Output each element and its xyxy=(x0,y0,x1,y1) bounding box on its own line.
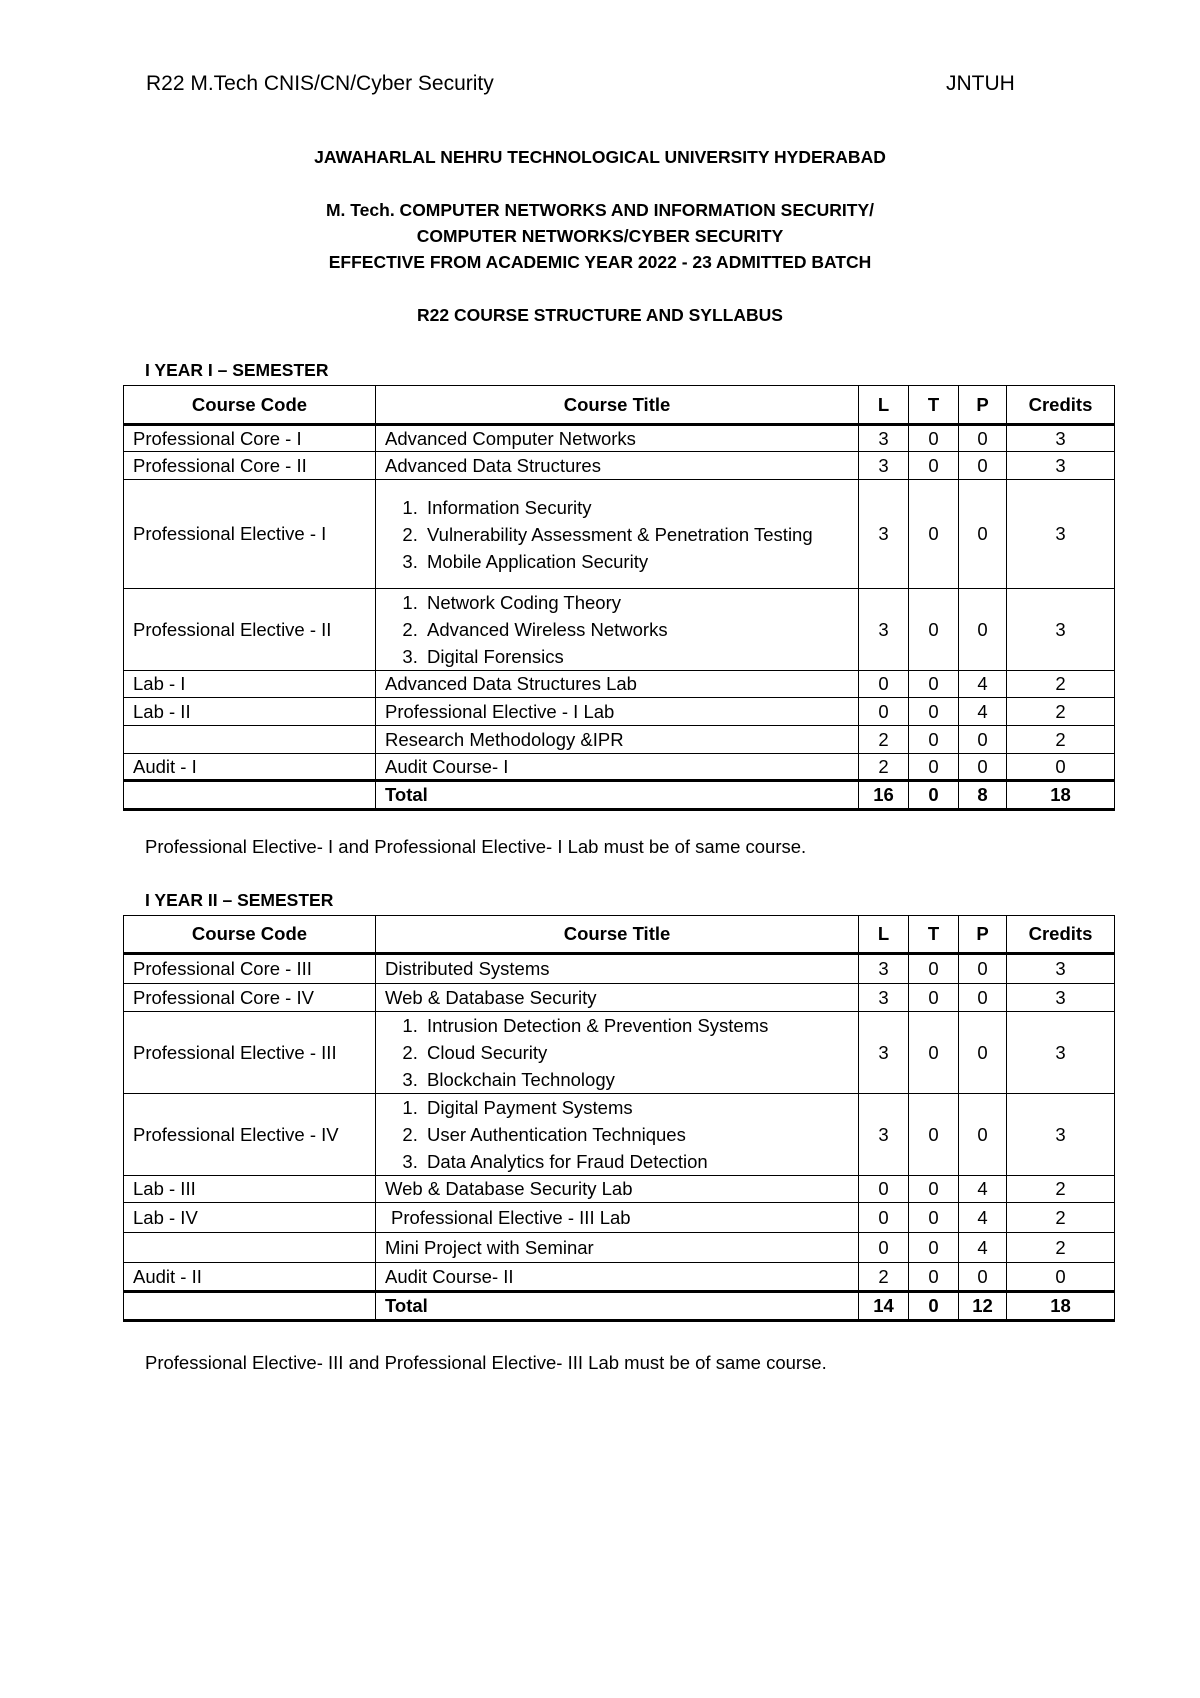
total-row xyxy=(124,1292,1115,1321)
practical-hours: 0 xyxy=(959,726,1007,754)
credits: 3 xyxy=(1007,589,1115,671)
course-title: Web & Database Security xyxy=(376,984,859,1012)
course-title: Web & Database Security Lab xyxy=(376,1176,859,1203)
elective-option: 3. Data Analytics for Fraud Detection xyxy=(423,1148,849,1175)
column-header-l: L xyxy=(859,386,909,425)
elective-option: 3. Digital Forensics xyxy=(423,643,849,670)
table-row xyxy=(124,954,1115,984)
elective-option: 1. Intrusion Detection & Prevention Systems xyxy=(423,1012,849,1039)
tutorial-hours: 0 xyxy=(909,425,959,452)
table-row xyxy=(124,589,1115,671)
table-row xyxy=(124,1233,1115,1263)
lecture-hours: 2 xyxy=(859,1263,909,1292)
course-code: Professional Core - I xyxy=(124,425,376,452)
course-code: Audit - I xyxy=(124,754,376,781)
semester-2-note: Professional Elective- III and Professional Elective- III Lab must be of same course. xyxy=(145,1352,827,1373)
credits: 2 xyxy=(1007,1203,1115,1233)
tutorial-hours: 0 xyxy=(909,954,959,984)
column-header-course-title: Course Title xyxy=(376,916,859,954)
course-code: Professional Elective - III xyxy=(124,1012,376,1094)
course-title: Audit Course- II xyxy=(376,1263,859,1292)
tutorial-hours: 0 xyxy=(909,671,959,698)
tutorial-hours: 0 xyxy=(909,589,959,671)
total-practical-hours: 12 xyxy=(959,1292,1007,1321)
elective-option: 1. Information Security xyxy=(423,494,849,521)
lecture-hours: 2 xyxy=(859,754,909,781)
credits: 2 xyxy=(1007,1233,1115,1263)
course-code: Professional Elective - IV xyxy=(124,1094,376,1176)
practical-hours: 0 xyxy=(959,1012,1007,1094)
program-title-line2: COMPUTER NETWORKS/CYBER SECURITY xyxy=(416,226,784,246)
elective-option: 1. Digital Payment Systems xyxy=(423,1094,849,1121)
practical-hours: 4 xyxy=(959,1176,1007,1203)
total-lecture-hours: 16 xyxy=(859,781,909,810)
practical-hours: 0 xyxy=(959,984,1007,1012)
course-title: Advanced Data Structures Lab xyxy=(376,671,859,698)
tutorial-hours: 0 xyxy=(909,452,959,480)
total-tutorial-hours: 0 xyxy=(909,1292,959,1321)
table-row xyxy=(124,452,1115,480)
total-practical-hours: 8 xyxy=(959,781,1007,810)
practical-hours: 4 xyxy=(959,1233,1007,1263)
table-row xyxy=(124,754,1115,781)
elective-option: 2. User Authentication Techniques xyxy=(423,1121,849,1148)
credits: 2 xyxy=(1007,1176,1115,1203)
column-header-course-code: Course Code xyxy=(124,916,376,954)
elective-options xyxy=(376,589,859,671)
tutorial-hours: 0 xyxy=(909,1233,959,1263)
lecture-hours: 3 xyxy=(859,1094,909,1176)
credits: 2 xyxy=(1007,698,1115,726)
lecture-hours: 0 xyxy=(859,1233,909,1263)
total-row xyxy=(124,781,1115,810)
table-row xyxy=(124,1094,1115,1176)
course-title: Mini Project with Seminar xyxy=(376,1233,859,1263)
credits: 3 xyxy=(1007,954,1115,984)
column-header-course-code: Course Code xyxy=(124,386,376,425)
column-header-l: L xyxy=(859,916,909,954)
total-label: Total xyxy=(376,781,859,810)
tutorial-hours: 0 xyxy=(909,480,959,589)
course-title: Professional Elective - I Lab xyxy=(376,698,859,726)
credits: 3 xyxy=(1007,1094,1115,1176)
practical-hours: 4 xyxy=(959,671,1007,698)
table-row xyxy=(124,1263,1115,1292)
running-header-program: R22 M.Tech CNIS/CN/Cyber Security xyxy=(146,72,494,95)
total-credits: 18 xyxy=(1007,1292,1115,1321)
credits: 3 xyxy=(1007,452,1115,480)
tutorial-hours: 0 xyxy=(909,1094,959,1176)
elective-options xyxy=(376,1094,859,1176)
course-code: Professional Elective - I xyxy=(124,480,376,589)
semester-1-heading: I YEAR I – SEMESTER xyxy=(145,360,329,380)
course-code: Lab - II xyxy=(124,698,376,726)
elective-option: 2. Advanced Wireless Networks xyxy=(423,616,849,643)
table-row xyxy=(124,1012,1115,1094)
practical-hours: 0 xyxy=(959,589,1007,671)
lecture-hours: 0 xyxy=(859,671,909,698)
credits: 3 xyxy=(1007,1012,1115,1094)
lecture-hours: 0 xyxy=(859,1203,909,1233)
column-header-course-title: Course Title xyxy=(376,386,859,425)
total-code-empty xyxy=(124,1292,376,1321)
course-code: Professional Elective - II xyxy=(124,589,376,671)
practical-hours: 0 xyxy=(959,754,1007,781)
total-code-empty xyxy=(124,781,376,810)
column-header-credits: Credits xyxy=(1007,916,1115,954)
tutorial-hours: 0 xyxy=(909,698,959,726)
lecture-hours: 3 xyxy=(859,452,909,480)
elective-option: 2. Vulnerability Assessment & Penetration Testing xyxy=(423,521,849,548)
tutorial-hours: 0 xyxy=(909,754,959,781)
practical-hours: 0 xyxy=(959,954,1007,984)
table-header-row xyxy=(124,386,1115,425)
semester-2-heading: I YEAR II – SEMESTER xyxy=(145,890,334,910)
practical-hours: 0 xyxy=(959,1094,1007,1176)
tutorial-hours: 0 xyxy=(909,1263,959,1292)
table-header-row xyxy=(124,916,1115,954)
lecture-hours: 3 xyxy=(859,425,909,452)
tutorial-hours: 0 xyxy=(909,984,959,1012)
course-code: Professional Core - IV xyxy=(124,984,376,1012)
tutorial-hours: 0 xyxy=(909,1203,959,1233)
tutorial-hours: 0 xyxy=(909,1176,959,1203)
course-code: Professional Core - III xyxy=(124,954,376,984)
semester-1-course-table xyxy=(123,385,1115,811)
elective-option: 2. Cloud Security xyxy=(423,1039,849,1066)
credits: 2 xyxy=(1007,671,1115,698)
tutorial-hours: 0 xyxy=(909,1012,959,1094)
credits: 3 xyxy=(1007,984,1115,1012)
lecture-hours: 3 xyxy=(859,954,909,984)
table-row xyxy=(124,1176,1115,1203)
lecture-hours: 3 xyxy=(859,984,909,1012)
practical-hours: 0 xyxy=(959,425,1007,452)
practical-hours: 4 xyxy=(959,1203,1007,1233)
course-code xyxy=(124,1233,376,1263)
course-code: Audit - II xyxy=(124,1263,376,1292)
tutorial-hours: 0 xyxy=(909,726,959,754)
lecture-hours: 2 xyxy=(859,726,909,754)
elective-option: 1. Network Coding Theory xyxy=(423,589,849,616)
table-row xyxy=(124,671,1115,698)
table-row xyxy=(124,1203,1115,1233)
running-header-university: JNTUH xyxy=(946,72,1015,95)
course-title: Advanced Computer Networks xyxy=(376,425,859,452)
semester-1-note: Professional Elective- I and Professional Elective- I Lab must be of same course. xyxy=(145,836,807,857)
table-row xyxy=(124,726,1115,754)
elective-options xyxy=(376,480,859,589)
credits: 0 xyxy=(1007,754,1115,781)
university-title: JAWAHARLAL NEHRU TECHNOLOGICAL UNIVERSITY HYDERABAD xyxy=(314,147,886,167)
table-row xyxy=(124,425,1115,452)
elective-option: 3. Blockchain Technology xyxy=(423,1066,849,1093)
practical-hours: 4 xyxy=(959,698,1007,726)
elective-option: 3. Mobile Application Security xyxy=(423,548,849,575)
lecture-hours: 0 xyxy=(859,1176,909,1203)
lecture-hours: 3 xyxy=(859,480,909,589)
course-code: Professional Core - II xyxy=(124,452,376,480)
total-label: Total xyxy=(376,1292,859,1321)
course-structure-title: R22 COURSE STRUCTURE AND SYLLABUS xyxy=(417,305,783,325)
lecture-hours: 3 xyxy=(859,1012,909,1094)
column-header-t: T xyxy=(909,916,959,954)
total-credits: 18 xyxy=(1007,781,1115,810)
course-code: Lab - IV xyxy=(124,1203,376,1233)
total-tutorial-hours: 0 xyxy=(909,781,959,810)
semester-2-course-table xyxy=(123,915,1115,1322)
lecture-hours: 3 xyxy=(859,589,909,671)
total-lecture-hours: 14 xyxy=(859,1292,909,1321)
credits: 0 xyxy=(1007,1263,1115,1292)
column-header-t: T xyxy=(909,386,959,425)
lecture-hours: 0 xyxy=(859,698,909,726)
practical-hours: 0 xyxy=(959,1263,1007,1292)
credits: 2 xyxy=(1007,726,1115,754)
course-code xyxy=(124,726,376,754)
practical-hours: 0 xyxy=(959,452,1007,480)
practical-hours: 0 xyxy=(959,480,1007,589)
table-row xyxy=(124,698,1115,726)
table-row xyxy=(124,480,1115,589)
elective-options xyxy=(376,1012,859,1094)
course-code: Lab - III xyxy=(124,1176,376,1203)
column-header-p: P xyxy=(959,386,1007,425)
program-title-line1: M. Tech. COMPUTER NETWORKS AND INFORMATION SECURITY/ xyxy=(325,200,874,220)
effective-batch-line: EFFECTIVE FROM ACADEMIC YEAR 2022 - 23 ADMITTED BATCH xyxy=(328,252,872,272)
column-header-credits: Credits xyxy=(1007,386,1115,425)
course-title: Audit Course- I xyxy=(376,754,859,781)
credits: 3 xyxy=(1007,425,1115,452)
credits: 3 xyxy=(1007,480,1115,589)
column-header-p: P xyxy=(959,916,1007,954)
table-row xyxy=(124,984,1115,1012)
course-title: Advanced Data Structures xyxy=(376,452,859,480)
course-title: Professional Elective - III Lab xyxy=(376,1203,859,1233)
course-title: Research Methodology &IPR xyxy=(376,726,859,754)
course-code: Lab - I xyxy=(124,671,376,698)
course-title: Distributed Systems xyxy=(376,954,859,984)
